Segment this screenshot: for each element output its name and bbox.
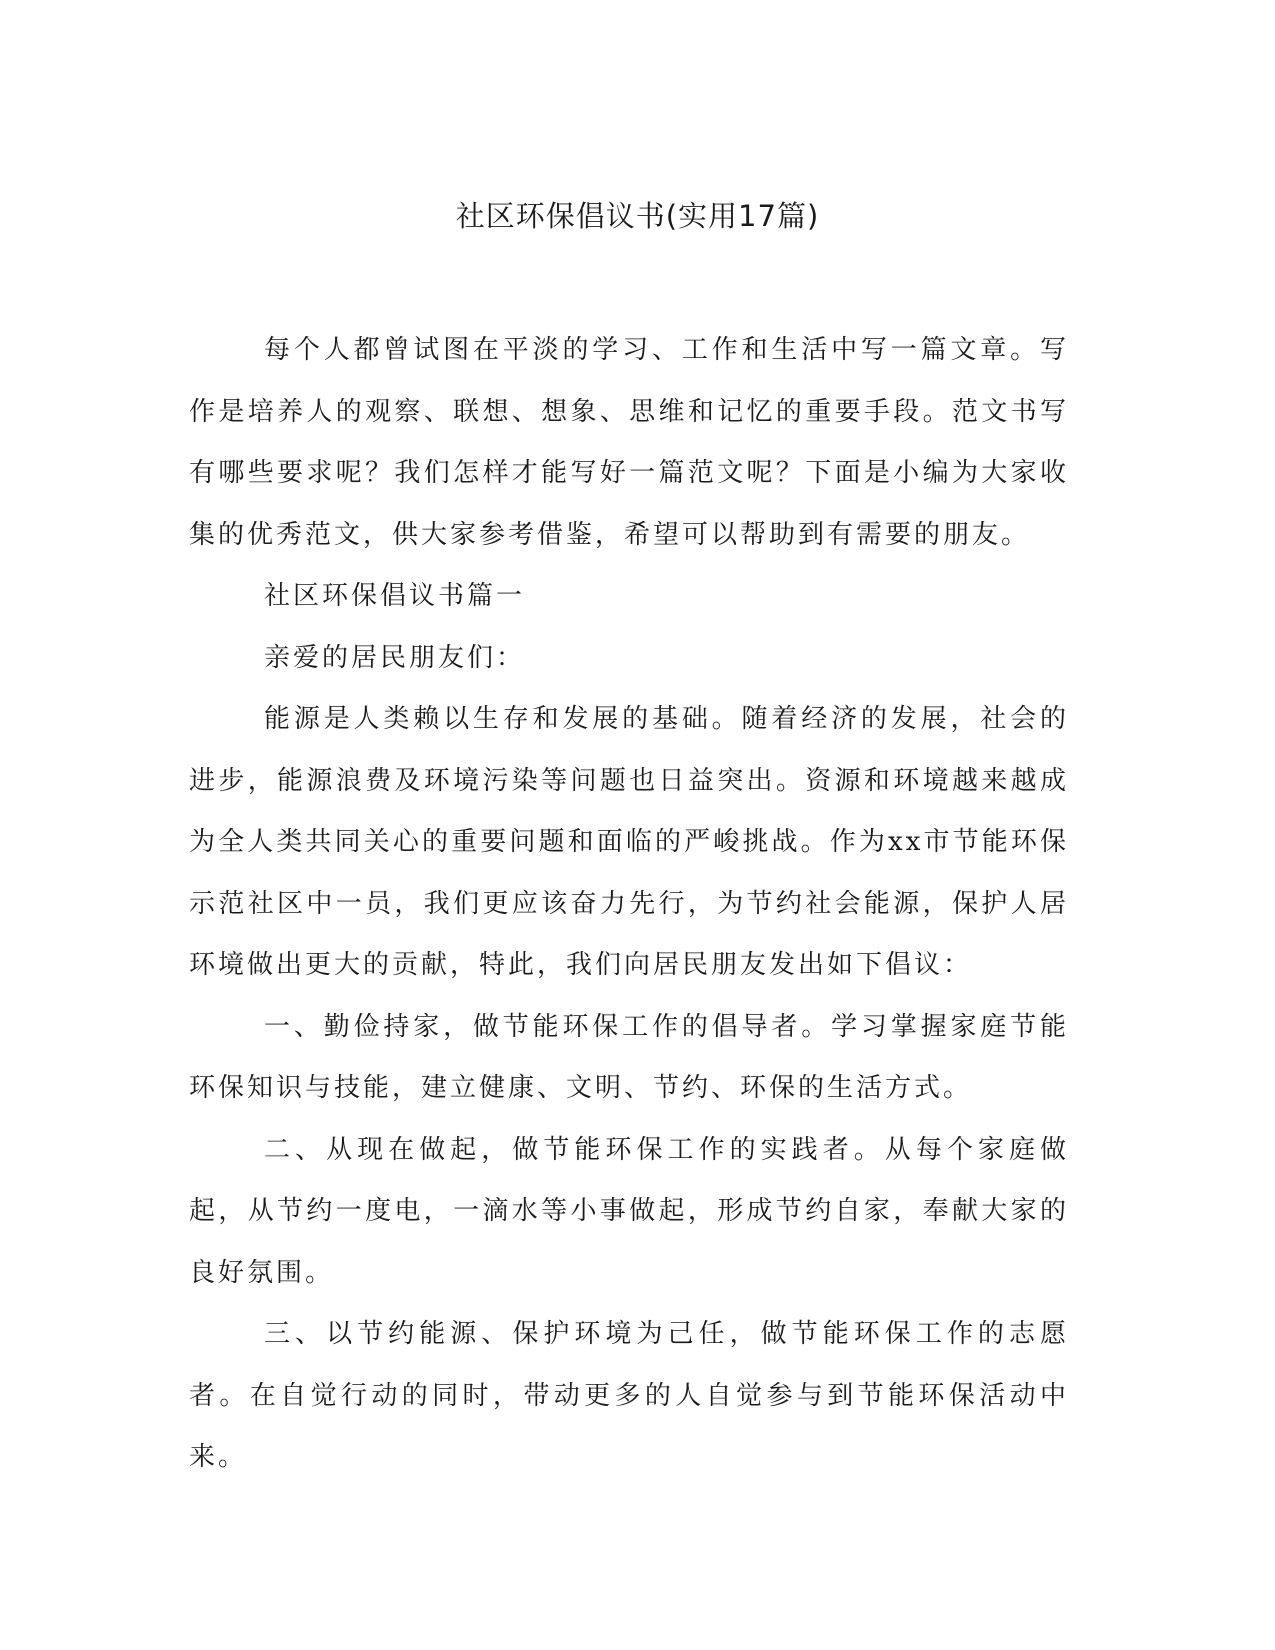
intro-paragraph: 每个人都曾试图在平淡的学习、工作和生活中写一篇文章。写作是培养人的观察、联想、想象、思维和记忆的重要手段。范文书写有哪些要求呢？我们怎样才能写好一篇范文呢？下面是小编为大家收集的优秀范文，供大家参考借鉴，希望可以帮助到有需要的朋友。 <box>189 335 1069 550</box>
document-body <box>189 320 1069 1489</box>
proposal-item-1: 一、勤俭持家，做节能环保工作的倡导者。学习掌握家庭节能环保知识与技能，建立健康、文明、节约、环保的生活方式。 <box>189 1011 1069 1103</box>
body-paragraph: 能源是人类赖以生存和发展的基础。随着经济的发展，社会的进步，能源浪费及环境污染等问题也日益突出。资源和环境越来越成为全人类共同关心的重要问题和面临的严峻挑战。作为xx市节能环保示范社区中一员，我们更应该奋力先行，为节约社会能源，保护人居环境做出更大的贡献，特此，我们向居民朋友发出如下倡议： <box>189 704 1069 980</box>
salutation: 亲爱的居民朋友们： <box>264 642 526 673</box>
section-heading: 社区环保倡议书篇一 <box>264 581 526 611</box>
proposal-item-2: 二、从现在做起，做节能环保工作的实践者。从每个家庭做起，从节约一度电，一滴水等小事做起，形成节约自家，奉献大家的良好氛围。 <box>189 1134 1069 1288</box>
proposal-item-3: 三、以节约能源、保护环境为己任，做节能环保工作的志愿者。在自觉行动的同时，带动更多的人自觉参与到节能环保活动中来。 <box>189 1319 1069 1472</box>
document-title: 社区环保倡议书(实用17篇) <box>455 199 820 233</box>
